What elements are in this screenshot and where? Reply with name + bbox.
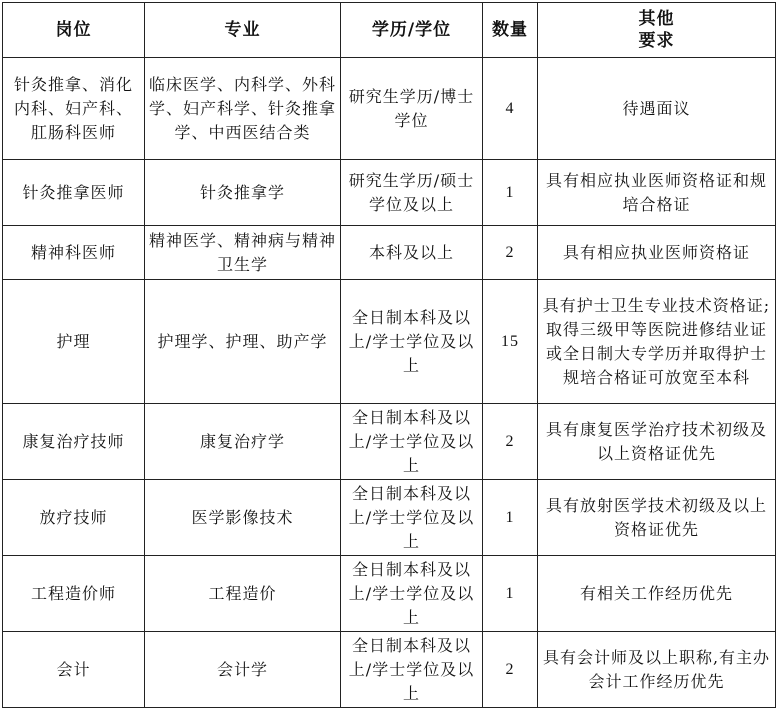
cell-other: 有相关工作经历优先 <box>538 556 776 632</box>
table-row <box>3 226 776 280</box>
cell-position: 精神科医师 <box>3 226 145 280</box>
header-count: 数量 <box>483 3 538 58</box>
cell-education: 全日制本科及以上/学士学位及以上 <box>341 480 483 556</box>
cell-count: 1 <box>483 556 538 632</box>
header-education: 学历/学位 <box>341 3 483 58</box>
cell-other: 待遇面议 <box>538 58 776 160</box>
cell-education: 全日制本科及以上/学士学位及以上 <box>341 632 483 708</box>
cell-major: 针灸推拿学 <box>145 160 341 226</box>
cell-education: 研究生学历/硕士学位及以上 <box>341 160 483 226</box>
cell-count: 2 <box>483 632 538 708</box>
cell-major: 护理学、护理、助产学 <box>145 280 341 404</box>
cell-count: 15 <box>483 280 538 404</box>
table-row <box>3 480 776 556</box>
cell-position: 放疗技师 <box>3 480 145 556</box>
cell-other: 具有会计师及以上职称,有主办会计工作经历优先 <box>538 632 776 708</box>
cell-education: 本科及以上 <box>341 226 483 280</box>
cell-major: 医学影像技术 <box>145 480 341 556</box>
cell-position: 工程造价师 <box>3 556 145 632</box>
table-row <box>3 632 776 708</box>
cell-position: 针灸推拿医师 <box>3 160 145 226</box>
cell-position: 针灸推拿、消化内科、妇产科、肛肠科医师 <box>3 58 145 160</box>
cell-other: 具有护士卫生专业技术资格证;取得三级甲等医院进修结业证或全日制大专学历并取得护士规培合格证可放宽至本科 <box>538 280 776 404</box>
cell-position: 护理 <box>3 280 145 404</box>
cell-other: 具有康复医学治疗技术初级及以上资格证优先 <box>538 404 776 480</box>
cell-count: 2 <box>483 404 538 480</box>
cell-other: 具有放射医学技术初级及以上资格证优先 <box>538 480 776 556</box>
cell-major: 工程造价 <box>145 556 341 632</box>
header-position: 岗位 <box>3 3 145 58</box>
cell-other: 具有相应执业医师资格证 <box>538 226 776 280</box>
table-row <box>3 58 776 160</box>
cell-major: 康复治疗学 <box>145 404 341 480</box>
cell-count: 1 <box>483 480 538 556</box>
cell-education: 全日制本科及以上/学士学位及以上 <box>341 404 483 480</box>
cell-education: 全日制本科及以上/学士学位及以上 <box>341 556 483 632</box>
cell-position: 康复治疗技师 <box>3 404 145 480</box>
cell-major: 精神医学、精神病与精神卫生学 <box>145 226 341 280</box>
cell-major: 会计学 <box>145 632 341 708</box>
cell-major: 临床医学、内科学、外科学、妇产科学、针灸推拿学、中西医结合类 <box>145 58 341 160</box>
cell-count: 2 <box>483 226 538 280</box>
cell-count: 4 <box>483 58 538 160</box>
table-row <box>3 556 776 632</box>
header-major: 专业 <box>145 3 341 58</box>
cell-education: 全日制本科及以上/学士学位及以上 <box>341 280 483 404</box>
table-row <box>3 160 776 226</box>
cell-count: 1 <box>483 160 538 226</box>
cell-other: 具有相应执业医师资格证和规培合格证 <box>538 160 776 226</box>
header-row <box>3 3 776 58</box>
header-other: 其他 要求 <box>538 3 776 58</box>
recruitment-table <box>2 2 776 708</box>
cell-education: 研究生学历/博士学位 <box>341 58 483 160</box>
table-row <box>3 404 776 480</box>
cell-position: 会计 <box>3 632 145 708</box>
table-row <box>3 280 776 404</box>
